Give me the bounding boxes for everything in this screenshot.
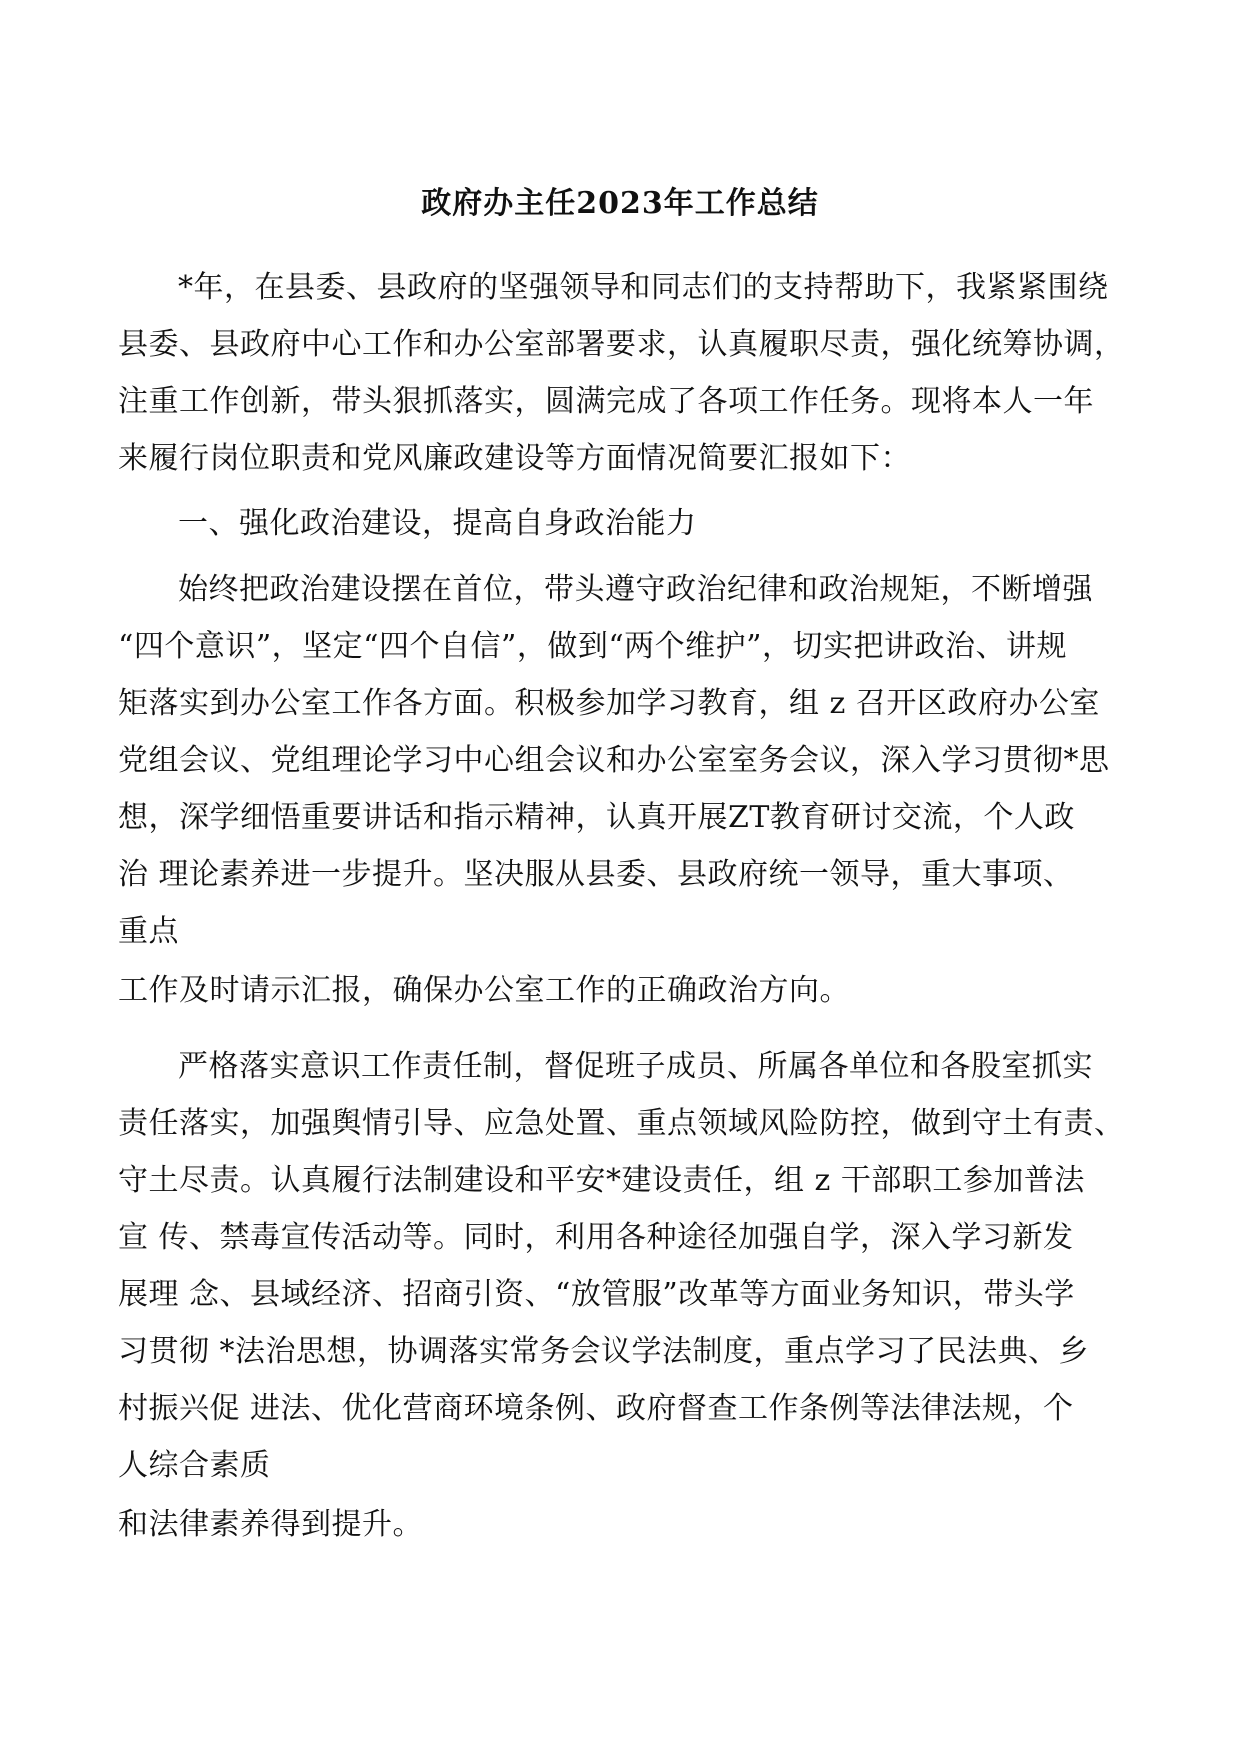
paragraph-line: 人综合素质 (118, 1448, 271, 1483)
paragraph-line: 工作及时请示汇报，确保办公室工作的正确政治方向。 (118, 973, 850, 1008)
paragraph-line: 党组会议、党组理论学习中心组会议和办公室室务会议，深入学习贯彻*思 (118, 743, 1110, 778)
paragraph-line: 想，深学细悟重要讲话和指示精神，认真开展ZT教育研讨交流，个人政 (118, 800, 1075, 835)
paragraph-line: 宣 传、禁毒宣传活动等。同时，利用各种途径加强自学，深入学习新发 (118, 1220, 1074, 1255)
paragraph-line: 和法律素养得到提升。 (118, 1507, 423, 1542)
paragraph-line: 村振兴促 进法、优化营商环境条例、政府督查工作条例等法律法规，个 (118, 1391, 1074, 1426)
paragraph-line: 习贯彻 *法治思想，协调落实常务会议学法制度，重点学习了民法典、乡 (118, 1334, 1090, 1369)
paragraph-line: 矩落实到办公室工作各方面。积极参加学习教育，组 z 召开区政府办公室 (118, 686, 1100, 721)
paragraph-line: 治 理论素养进一步提升。坚决服从县委、县政府统一领导，重大事项、 (118, 857, 1074, 892)
paragraph-line: 重点 (118, 914, 179, 949)
paragraph-line: 来履行岗位职责和党风廉政建设等方面情况简要汇报如下： (118, 441, 911, 476)
paragraph-line: 责任落实，加强舆情引导、应急处置、重点领域风险防控，做到守土有责、 (118, 1106, 1125, 1141)
paragraph-line: “四个意识”，坚定“四个自信”，做到“两个维护”，切实把讲政治、讲规 (118, 629, 1068, 664)
paragraph-line: 注重工作创新，带头狠抓落实，圆满完成了各项工作任务。现将本人一年 (118, 384, 1094, 419)
paragraph-line: 守土尽责。认真履行法制建设和平安*建设责任，组 z 干部职工参加普法 (118, 1163, 1085, 1198)
paragraph-line: 展理 念、县域经济、招商引资、“放管服”改革等方面业务知识，带头学 (118, 1277, 1075, 1312)
paragraph-line: 县委、县政府中心工作和办公室部署要求，认真履职尽责，强化统筹协调， (118, 327, 1125, 362)
paragraph-line: 严格落实意识工作责任制，督促班子成员、所属各单位和各股室抓实 (178, 1049, 1093, 1084)
paragraph-line: *年，在县委、县政府的坚强领导和同志们的支持帮助下，我紧紧围绕 (178, 270, 1109, 305)
paragraph-line: 始终把政治建设摆在首位，带头遵守政治纪律和政治规矩，不断增强 (178, 572, 1093, 607)
document-title: 政府办主任2023年工作总结 (421, 186, 819, 221)
section-heading: 一、强化政治建设，提高自身政治能力 (178, 506, 697, 541)
